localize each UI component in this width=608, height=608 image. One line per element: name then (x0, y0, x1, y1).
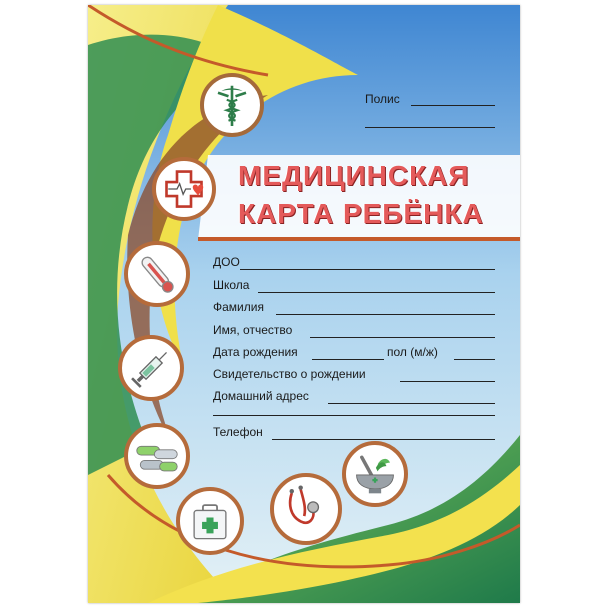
field-address-label: Домашний адрес (213, 389, 309, 403)
field-doo-label: ДОО (213, 255, 240, 269)
field-sex-line (454, 359, 495, 360)
medical-card-cover (88, 5, 520, 603)
field-address-line-1 (328, 403, 495, 404)
medical-cross-heart-icon (152, 157, 216, 221)
first-aid-kit-icon (176, 487, 244, 555)
field-address-line-2 (213, 415, 495, 416)
syringe-icon (118, 335, 184, 401)
policy-line-1 (411, 105, 495, 106)
field-name-label: Имя, отчество (213, 323, 293, 337)
field-surname-line (276, 314, 495, 315)
title-line-1: МЕДИЦИНСКАЯ (238, 160, 470, 191)
pills-icon (124, 423, 190, 489)
title-line-2: КАРТА РЕБЁНКА (238, 198, 484, 229)
field-phone-line (272, 439, 495, 440)
field-school-label: Школа (213, 278, 250, 292)
stethoscope-icon (270, 473, 342, 545)
field-sex-label: пол (м/ж) (387, 345, 438, 359)
field-birthdate-line (312, 359, 384, 360)
field-surname-label: Фамилия (213, 300, 264, 314)
field-phone-label: Телефон (213, 425, 263, 439)
mortar-pestle-icon (342, 441, 408, 507)
thermometer-icon (124, 241, 190, 307)
field-birthdate-label: Дата рождения (213, 345, 298, 359)
policy-line-2 (365, 127, 495, 128)
field-school-line (258, 292, 495, 293)
field-certificate-label: Свидетельство о рождении (213, 367, 366, 381)
field-name-line (310, 337, 495, 338)
policy-label: Полис (365, 92, 400, 106)
field-doo-line (240, 269, 495, 270)
field-certificate-line (400, 381, 495, 382)
caduceus-icon (200, 73, 264, 137)
